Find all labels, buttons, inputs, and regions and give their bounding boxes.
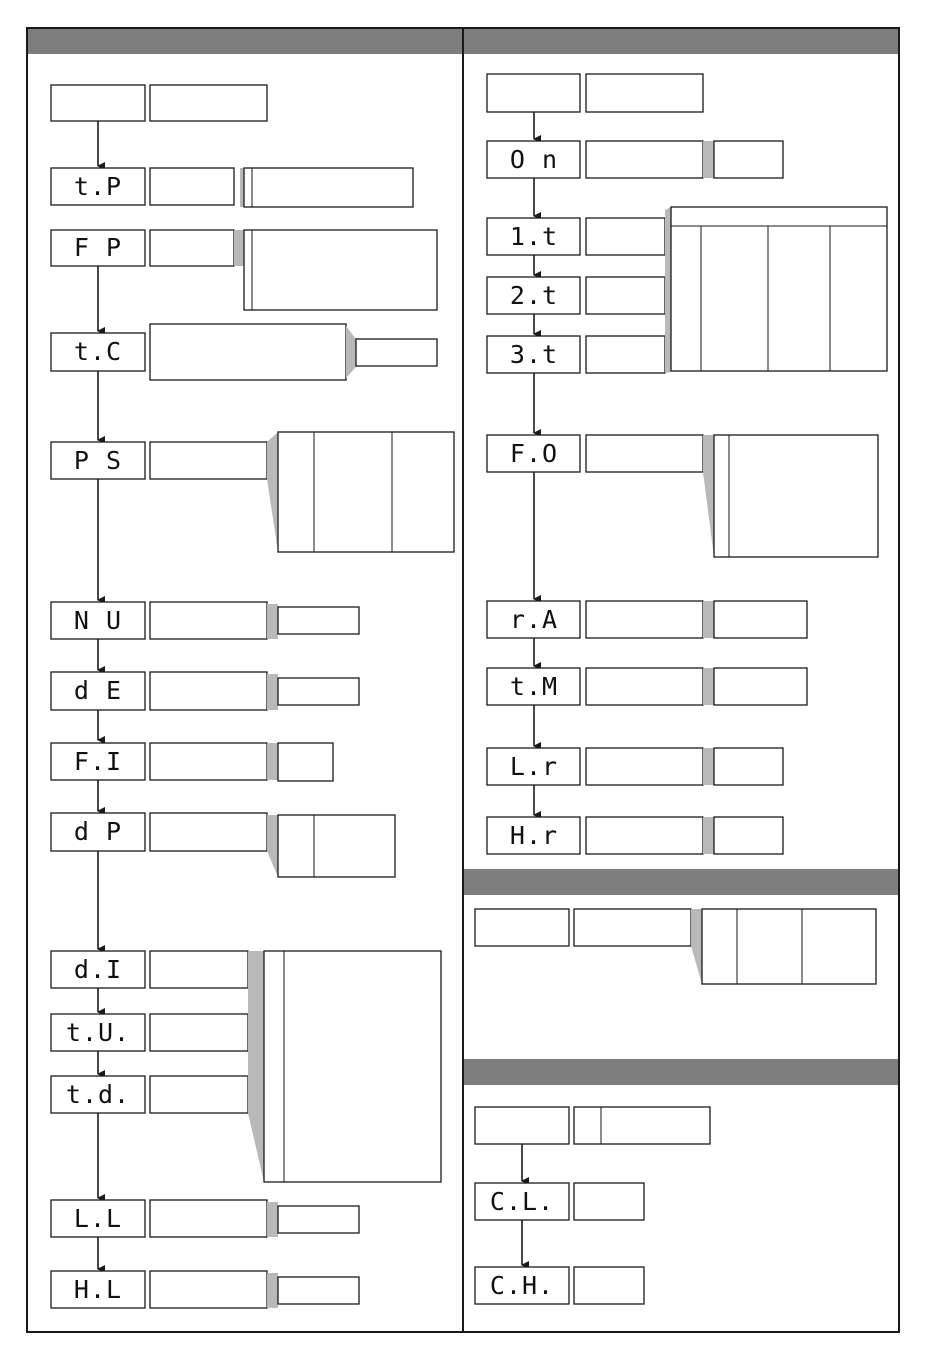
section2-display-box <box>475 909 569 946</box>
callout-shade <box>267 743 278 780</box>
param-box-de <box>150 672 267 710</box>
param-box-t3 <box>586 336 665 373</box>
param-box-hl <box>150 1271 267 1308</box>
start-description-box <box>150 85 267 121</box>
param-box-nu <box>150 602 267 639</box>
option-box-tc <box>356 339 437 366</box>
start-display-box-right <box>487 74 580 112</box>
param-box-tp <box>150 168 234 205</box>
option-box-ra <box>714 601 807 638</box>
param-box-t2 <box>586 277 665 314</box>
code-tu: t.U. <box>65 1018 131 1047</box>
option-box-on <box>714 141 783 178</box>
callout-shade <box>703 748 714 785</box>
option-box-fi <box>278 743 333 781</box>
option-box-fp <box>244 230 437 310</box>
section3-description-box <box>574 1107 710 1144</box>
callout-shade <box>248 951 264 1182</box>
param-box-cl <box>574 1183 644 1220</box>
option-box-ll <box>278 1206 359 1233</box>
callout-shade <box>267 432 278 552</box>
code-ch: C.H. <box>489 1271 555 1300</box>
code-cl: C.L. <box>489 1187 555 1216</box>
code-hl: H.L <box>73 1275 123 1304</box>
callout-shade <box>267 815 278 877</box>
code-fi: F.I <box>73 747 123 776</box>
param-box-tu <box>150 1014 248 1051</box>
option-box-tp <box>244 168 413 207</box>
section2-description-box <box>574 909 691 946</box>
param-box-tm <box>586 668 703 705</box>
code-fo: F.O <box>509 439 559 468</box>
right-section-header <box>464 29 898 54</box>
code-ps: P S <box>73 446 123 475</box>
callout-shade <box>665 207 671 373</box>
callout-shade <box>703 668 714 705</box>
param-box-on <box>586 141 703 178</box>
bottom-right-section-header <box>464 1059 898 1085</box>
code-on: O n <box>509 145 559 174</box>
option-box-nu <box>278 607 359 634</box>
code-d1: d.I <box>73 955 123 984</box>
code-hr: H.r <box>509 821 559 850</box>
param-box-td <box>150 1076 248 1113</box>
param-box-fp <box>150 230 234 266</box>
option-box-hr <box>714 817 783 854</box>
code-nu: N U <box>73 606 123 635</box>
callout-shade <box>703 141 714 178</box>
option-table-timing <box>264 951 441 1182</box>
code-de: d E <box>73 676 123 705</box>
code-lr: L.r <box>509 752 559 781</box>
start-description-box-right <box>586 74 703 112</box>
code-fp: F P <box>73 233 123 262</box>
param-box-ps <box>150 442 267 479</box>
option-table-timers <box>671 207 887 371</box>
param-box-tc <box>150 324 346 380</box>
param-box-fi <box>150 743 267 780</box>
option-box-de <box>278 678 359 705</box>
callout-shade <box>703 817 714 854</box>
code-tc: t.C <box>73 337 123 366</box>
left-section-header <box>28 29 462 54</box>
param-box-lr <box>586 748 703 785</box>
code-tp: t.P <box>73 172 123 201</box>
option-box-hl <box>278 1277 359 1304</box>
callout-shade <box>267 1202 278 1237</box>
code-ra: r.A <box>509 605 559 634</box>
param-box-fo <box>586 435 703 472</box>
param-box-d1 <box>150 951 248 988</box>
param-box-dp <box>150 813 267 851</box>
start-display-box <box>51 85 145 121</box>
code-dp: d P <box>73 817 123 846</box>
param-box-ra <box>586 601 703 638</box>
callout-shade <box>691 909 702 984</box>
callout-shade <box>703 601 714 638</box>
param-box-ll <box>150 1200 267 1237</box>
middle-right-section-header <box>464 869 898 895</box>
callout-shade <box>267 1273 278 1308</box>
code-t1: 1.t <box>509 222 559 251</box>
param-box-t1 <box>586 218 665 255</box>
param-box-hr <box>586 817 703 854</box>
option-table-dp <box>278 815 395 877</box>
section2-option-table <box>702 909 876 984</box>
code-ll: L.L <box>73 1204 123 1233</box>
section3-display-box <box>475 1107 569 1144</box>
code-t2: 2.t <box>509 281 559 310</box>
callout-shade <box>267 604 278 639</box>
code-td: t.d. <box>65 1080 131 1109</box>
option-table-ps <box>278 432 454 552</box>
option-box-lr <box>714 748 783 785</box>
callout-shade <box>346 326 356 378</box>
option-box-fo <box>714 435 878 557</box>
code-t3: 3.t <box>509 340 559 369</box>
callout-shade <box>267 674 278 710</box>
option-box-tm <box>714 668 807 705</box>
param-box-ch <box>574 1267 644 1304</box>
callout-shade <box>703 435 714 557</box>
code-tm: t.M <box>509 672 559 701</box>
